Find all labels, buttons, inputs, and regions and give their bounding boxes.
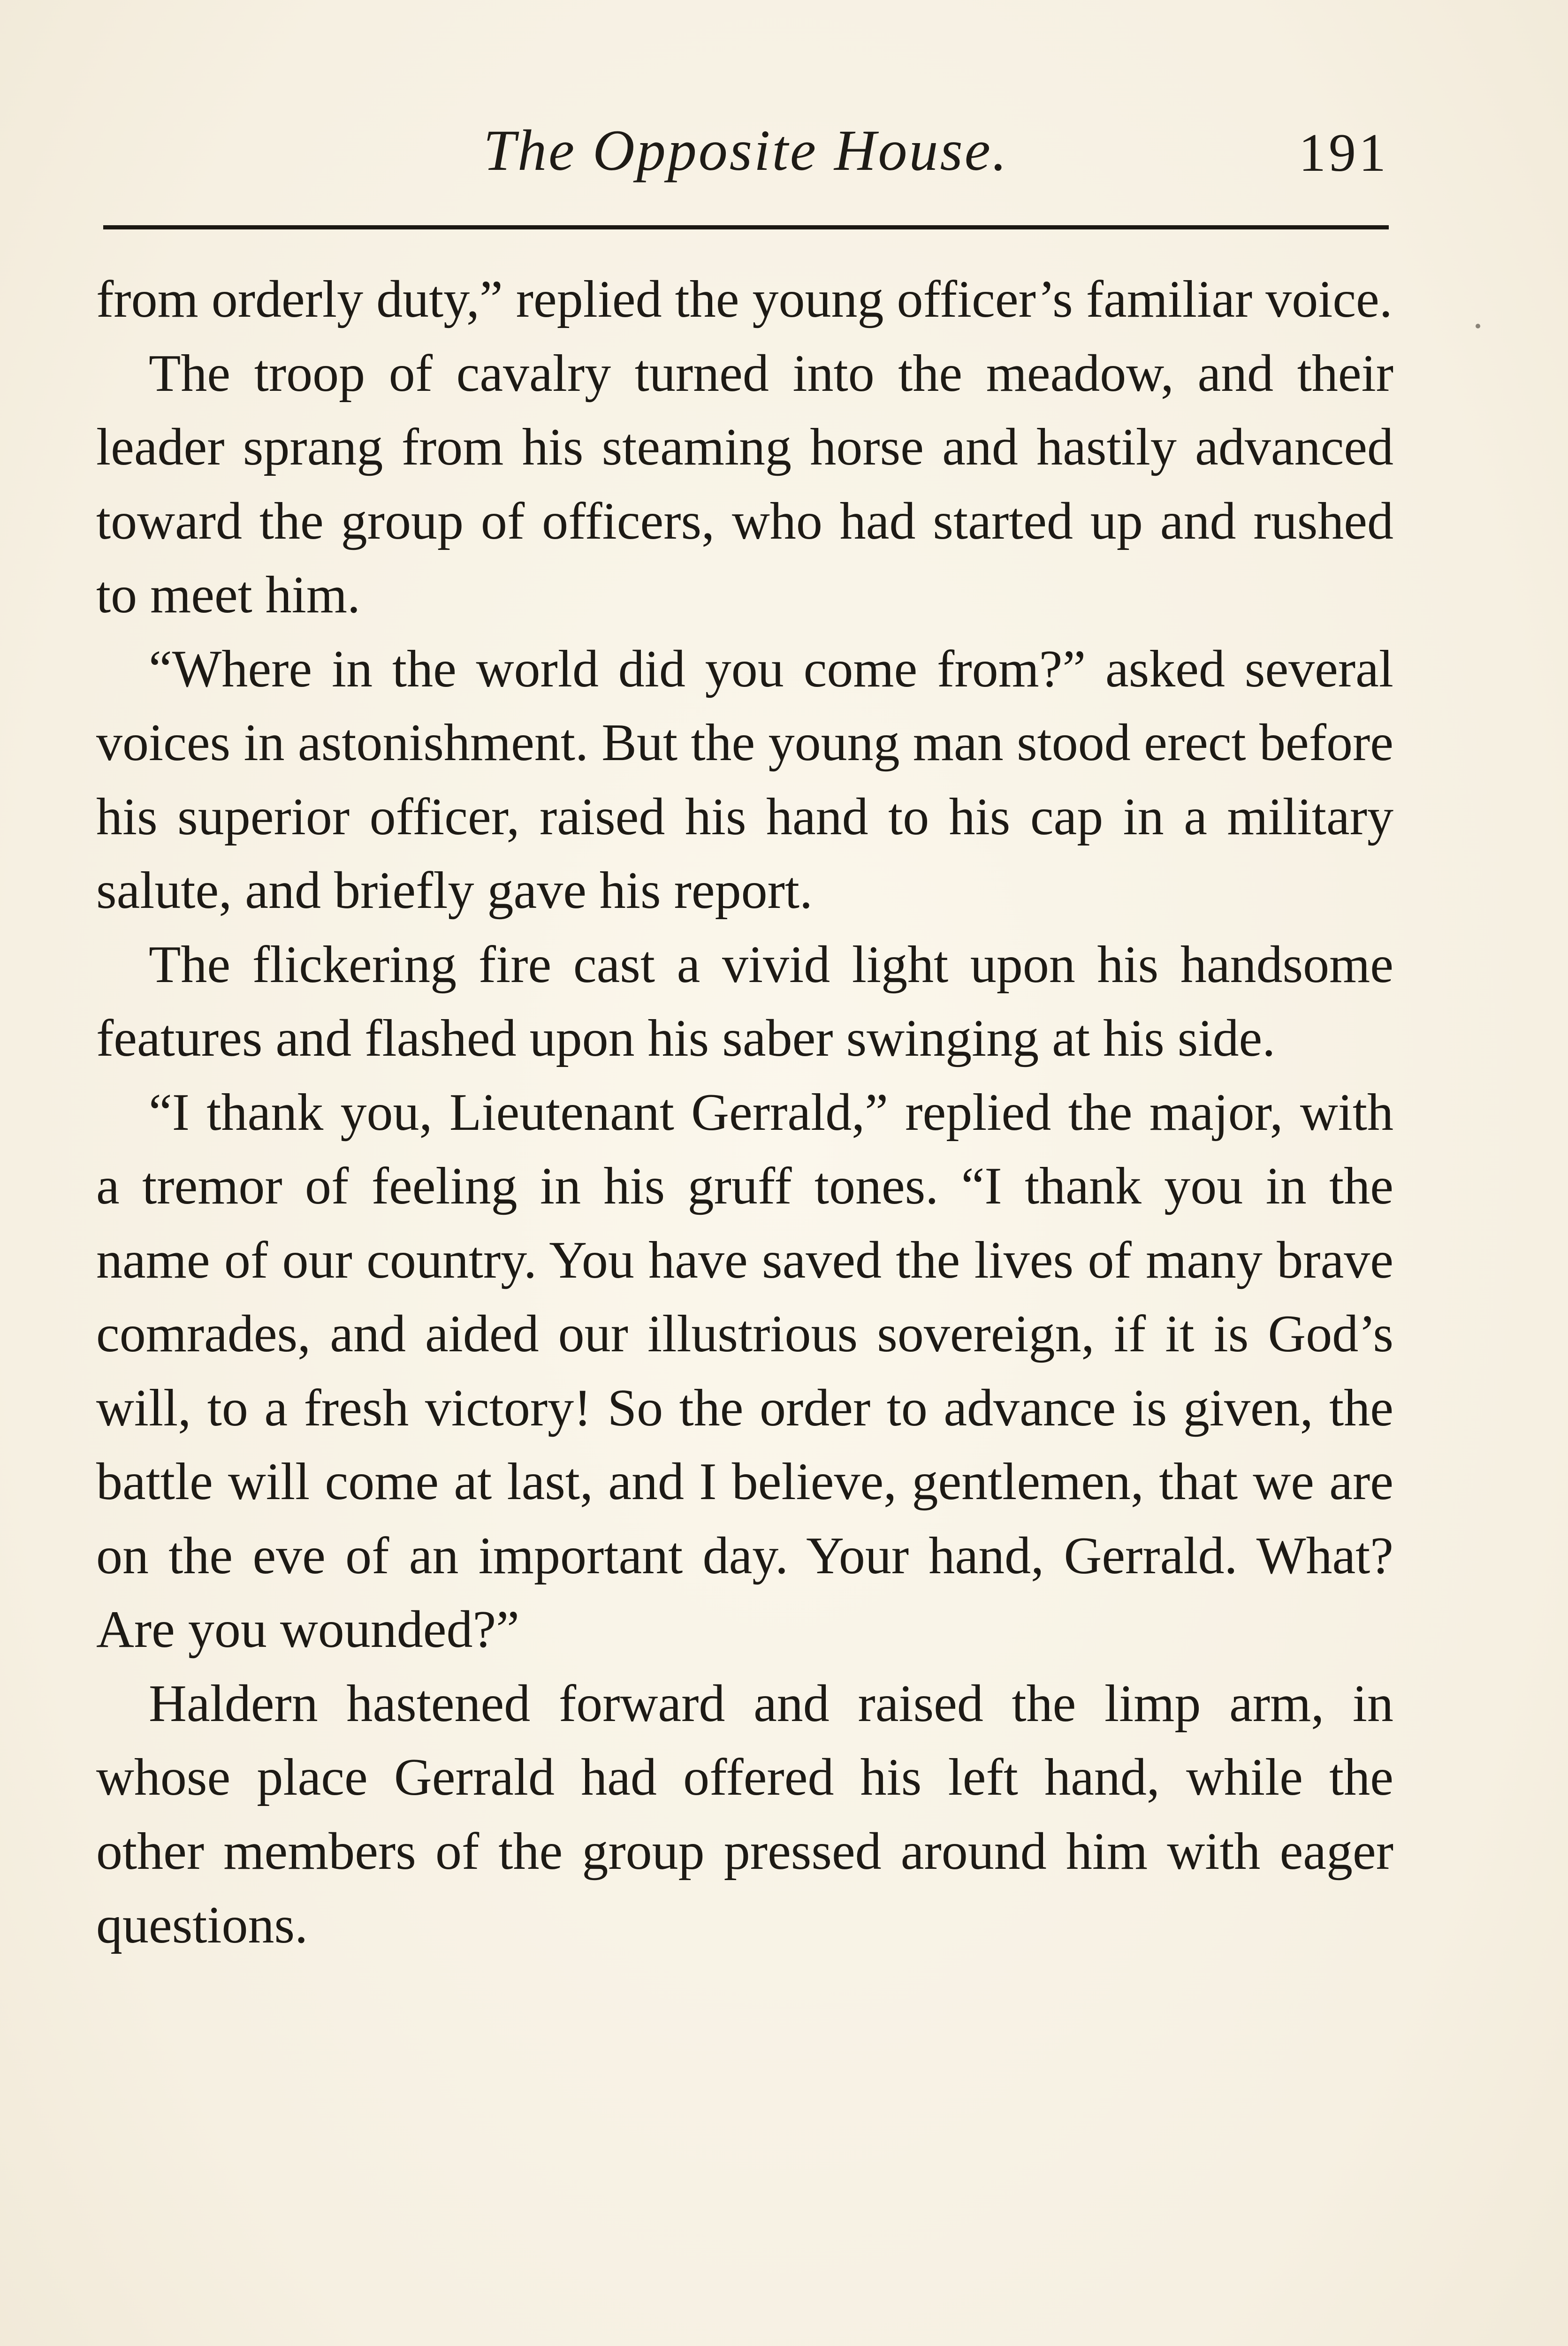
paragraph: “I thank you, Lieutenant Gerrald,” replied the major, with a tremor of feeling in his gruff tones. “I thank you in the name of our country. You have saved the lives of many brave comrades, and aided our illustrious sovereign, if it is God’s will, to a fresh victory! So the order to advance is given, the battle will come at last, and I believe, gentlemen, that we are on the eve of an important day. Your hand, Gerrald. What? Are you wounded?” bbox=[96, 1083, 1393, 1659]
paragraph: Haldern hastened forward and raised the limp arm, in whose place Gerrald had offered his left hand, while the other members of the group pressed around him with eager questions. bbox=[96, 1674, 1393, 1954]
paragraph: “Where in the world did you come from?” asked several voices in astonishment. But the young man stood erect before his superior officer, raised his hand to his cap in a military salute, and briefly gave his report. bbox=[96, 640, 1393, 920]
paragraph: The flickering fire cast a vivid light upon his handsome features and flashed upon his saber swinging at his side. bbox=[96, 935, 1393, 1067]
body-text bbox=[96, 263, 1393, 1963]
header-rule bbox=[103, 225, 1389, 229]
running-header bbox=[103, 108, 1389, 197]
paper-speck bbox=[1476, 324, 1480, 328]
page-number: 191 bbox=[1299, 123, 1389, 183]
running-title: The Opposite House. bbox=[483, 118, 1009, 183]
paragraph-continued: from orderly duty,” replied the young officer’s familiar voice. bbox=[96, 270, 1393, 328]
paragraph: The troop of cavalry turned into the meadow, and their leader sprang from his steaming horse and hastily advanced toward the group of officers, who had started up and rushed to meet him. bbox=[96, 344, 1393, 624]
